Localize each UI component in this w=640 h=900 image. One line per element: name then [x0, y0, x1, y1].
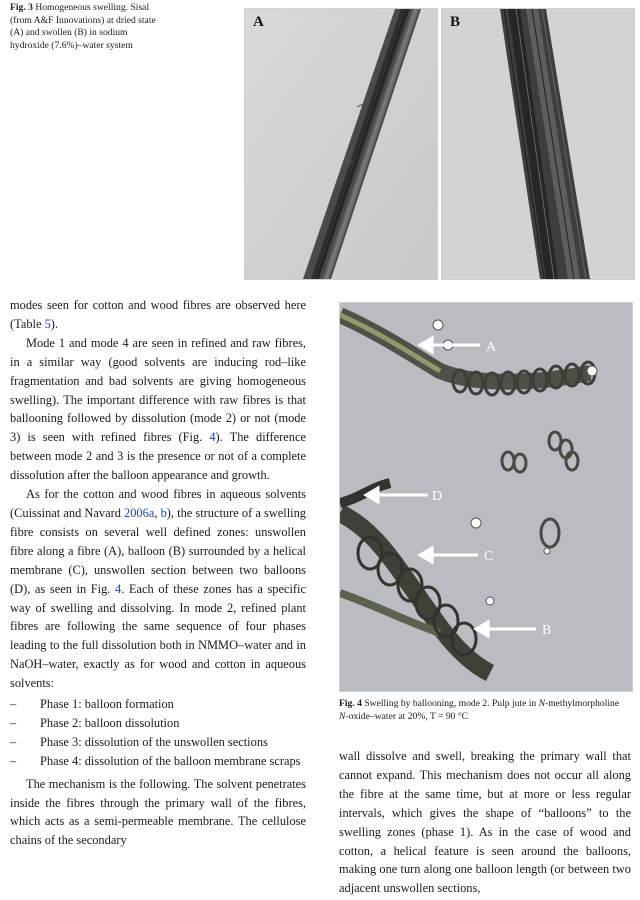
fig4-label-d: D [432, 489, 443, 504]
left-p3-text-2: ), the structure of a swelling fibre consists on several well defined zones: unswollen fibre along a fibre (A), balloon (B) surrounded by a helical membrane (C), unswollen section between two balloons (D), as seen in Fig. [10, 505, 306, 596]
fig3-panel-b-image [441, 8, 635, 280]
fig4-caption-part-1: Swelling by ballooning, mode 2. Pulp jute in [361, 698, 539, 709]
left-column [10, 296, 306, 850]
fig4-label-a: A [486, 340, 497, 355]
fig4-caption-n2: N [339, 710, 346, 722]
list-dash: – [10, 715, 17, 730]
list-dash: – [10, 753, 17, 768]
fig3-panel-a-image [244, 8, 438, 280]
fig4-label-b: B [542, 623, 552, 638]
left-paragraph-4: The mechanism is the following. The solvent penetrates inside the fibres through the primary wall of the fibres, which acts as a semi-permeable membrane. The cellulose chains of the secondary [10, 776, 306, 848]
list-item [10, 695, 306, 714]
left-p1-end: ). [50, 316, 59, 331]
fig3-panel-a-photo [245, 9, 437, 279]
phases-list [10, 695, 306, 771]
fig4-label: Fig. 4 [339, 698, 362, 709]
phase-2-text: Phase 2: balloon dissolution [40, 715, 180, 730]
list-dash: – [10, 697, 17, 712]
fig3-label: Fig. 3 [10, 2, 33, 13]
ref-2006b-link[interactable]: b [160, 505, 167, 520]
fig4-label-c: C [484, 549, 494, 564]
left-paragraph-2 [10, 334, 306, 485]
list-item [10, 733, 306, 752]
fig4-caption [339, 698, 631, 723]
fig3-panel-b-photo [442, 9, 634, 279]
right-column [339, 747, 631, 898]
left-paragraph-1 [10, 296, 306, 334]
left-p1-text: modes seen for cotton and wood fibres are observed here (Table [10, 298, 306, 331]
fig4-image [339, 302, 633, 692]
left-p3-end: . Each of these zones has a specific way of swelling and dissolving. In mode 2, refined plant fibres are following the same sequence of four phases leading to the full dissolution both in NMMO–water and in NaOH–water, exactly as for wood and cotton in aqueous solvents: [10, 581, 306, 691]
left-p2-end: ). The difference between mode 2 and 3 is the presence or not of a complete dissolution after the balloon appearance and growth. [10, 430, 306, 483]
fig3-panel-b-letter: B [450, 14, 461, 30]
phase-1-text: Phase 1: balloon formation [40, 697, 174, 712]
fig3-panel-a-letter: A [253, 14, 264, 30]
phase-4-text: Phase 4: dissolution of the balloon membrane scraps [40, 753, 301, 768]
fig-4-link[interactable]: 4 [209, 430, 216, 445]
fig4-caption-part-3: -oxide–water at 20%, T = 90 °C [345, 710, 469, 722]
fig4-photo [340, 303, 632, 691]
left-p3-text: As for the cotton and wood fibres in aqueous solvents (Cuissinat and Navard [10, 487, 306, 520]
list-dash: – [10, 734, 17, 749]
fig-4-link-2[interactable]: 4 [115, 581, 122, 596]
right-paragraph-1: wall dissolve and swell, breaking the primary wall that cannot expand. This mechanism does not occur all along the fibre at the same time, but at more or less regular intervals, which gives the shape of “balloons” to the swelling zones (phase 1). As in the case of wood and cotton, a helical feature is seen around the balloons, making one turn along one balloon length (or between two adjacent unswollen sections, [339, 749, 631, 896]
fig3-caption-text: Homogeneous swelling. Sisal (from A&F Innovations) at dried state (A) and swollen (B) in sodium hydroxide (7.6%)–water system [10, 2, 156, 51]
ref-2006a-link[interactable]: 2006a [124, 505, 155, 520]
left-p3-sep: , [154, 505, 161, 520]
left-p2-text: Mode 1 and mode 4 are seen in refined and raw fibres, in a similar way (good solvents are inducing rod–like fragmentation and bad solvents are giving homogeneous swelling). The important difference with raw fibres is that ballooning followed by dissolution (mode 2) or not (mode 3) is seen with refined fibres (Fig. [10, 335, 306, 445]
table-5-link[interactable]: 5 [44, 316, 51, 331]
list-item [10, 714, 306, 733]
fig4-caption-n1: N [538, 698, 546, 709]
fig4-caption-part-2: -methylmorpholine [545, 698, 620, 709]
fig3-caption [10, 2, 165, 52]
list-item [10, 752, 306, 771]
phase-3-text: Phase 3: dissolution of the unswollen sections [40, 734, 268, 749]
left-paragraph-3 [10, 485, 306, 693]
